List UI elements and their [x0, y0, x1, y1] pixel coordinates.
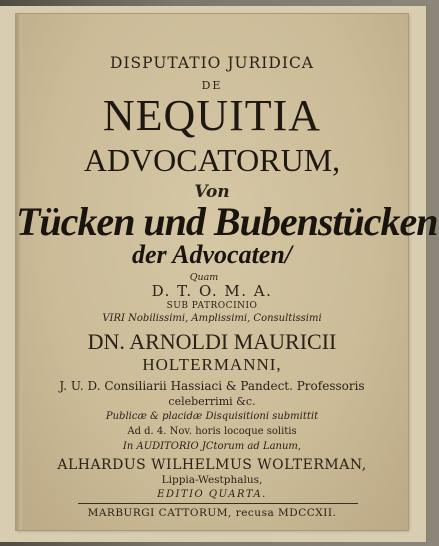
edition: EDITIO QUARTA.	[157, 489, 267, 500]
text-sub-patrocinio: SUB PATROCINIO	[166, 301, 258, 311]
title-page	[16, 14, 438, 530]
patron-surname: HOLTERMANNI,	[142, 355, 282, 374]
heading-advocatorum: ADVOCATORUM,	[83, 142, 341, 178]
text-dtoma: D. T. O. M. A.	[151, 282, 273, 300]
text-auditorio: In AUDITORIO JCtorum ad Lanum,	[122, 441, 302, 452]
patron-titles: J. U. D. Consiliarii Hassiaci & Pandect. Professoris	[59, 379, 365, 393]
author-name: ALHARDUS WILHELMUS WOLTERMAN,	[57, 457, 367, 473]
text-publicae: Publicæ & placidæ Disquisitioni submittit	[105, 411, 319, 422]
imprint: MARBURGI CATTORUM, recusa MDCCXII.	[87, 507, 337, 519]
german-title-line1: Tücken und Bubenstücken	[16, 199, 438, 244]
patron-titles-cont: celeberrimi &c.	[168, 395, 256, 408]
text-date: Ad d. 4. Nov. horis locoque solitis	[127, 426, 297, 437]
author-origin: Lippia-Westphalus,	[161, 474, 263, 486]
text-quam: Quam	[189, 272, 219, 283]
heading-nequitia: NEQUITIA	[102, 91, 322, 140]
german-von: Von	[194, 182, 230, 202]
page-binding-edge	[16, 14, 22, 530]
patron-name: DN. ARNOLDI MAURICII	[87, 329, 337, 354]
german-title-line2: der Advocaten/	[131, 240, 293, 269]
imprint-rule	[78, 503, 358, 504]
heading-disputatio: DISPUTATIO JURIDICA	[110, 54, 314, 72]
heading-de: DE	[201, 79, 223, 92]
text-viri-nobilissimi: VIRI Nobilissimi, Amplissimi, Consultissimi	[102, 313, 322, 324]
